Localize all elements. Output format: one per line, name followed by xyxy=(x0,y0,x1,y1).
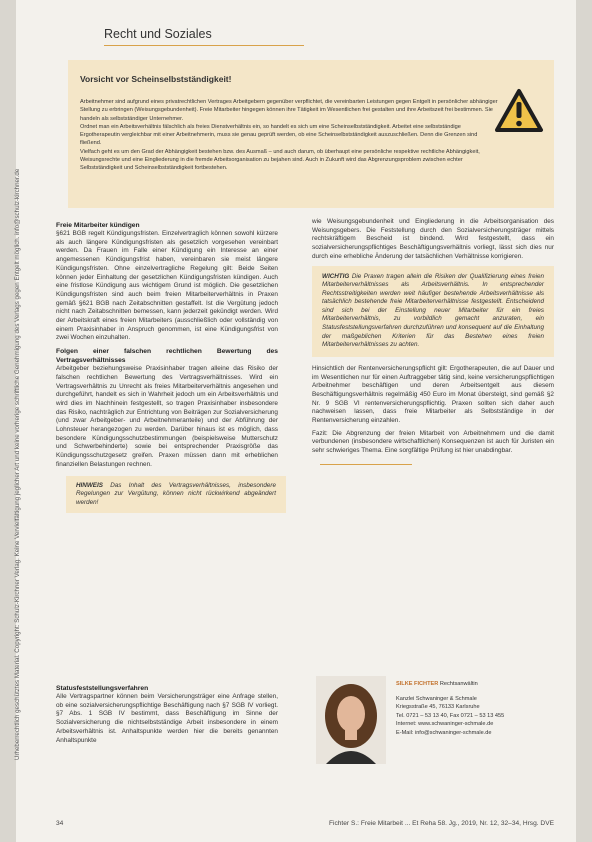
right-column xyxy=(312,218,554,465)
author-web-link[interactable]: Internet: www.schwaninger-schmale.de xyxy=(396,721,494,728)
author-rule xyxy=(320,464,412,465)
warning-paragraph: Arbeitnehmer sind aufgrund eines privatrechtlichen Vertrages Arbeitgebern gegenüber verpflichtet, die vereinbarten Leistungen gegen Entgelt in persönlicher abhängiger Stellung zu erbringen (Weisungsgebundenheit). Freie Mitarbeiter hingegen können ihre Tätigkeit im Wesentlichen frei gestalten und ihre Arbeitszeit frei bestimmen. Sie handeln als selbstständiger Unternehmer. xyxy=(80,99,498,122)
author-box xyxy=(312,676,554,776)
page-number: 34 xyxy=(56,820,64,827)
author-email-link[interactable]: E-Mail: info@schwaninger-schmale.de xyxy=(396,729,492,736)
page-header xyxy=(68,27,554,46)
author-name: SILKE FICHTER xyxy=(396,681,439,687)
section-title: Recht und Soziales xyxy=(104,27,212,41)
paragraph-kuendigung: §621 BGB regelt Kündigungsfristen. Einzelvertraglich können sowohl kürzere als auch längere Kündigungsfristen als gesetzlich vorgesehen vereinbart werden. Da Frauen im Falle einer Kündigung ein Interesse an einer angemessenen Kündigungsfrist haben, vereinbaren sie meist längere Kündigungsfristen. Ohne einzelvertragliche Regelung gilt: Beide Seiten können jeder Einhaltung der gesetzlichen Kündigungsfristen kündigen. Auch eine fristlose Kündigung aus wichtigem Grund ist möglich. Die gesetzlichen Kündigungsfristen sind auch beim freien Mitarbeiterverhältnis in Praxen gemäß §621 BGB nach Zeitabschnitten gestaffelt. Ist die Vergütung jedoch nicht nach Zeitabschnitten bemessen, kann jederzeit gekündigt werden. Wird der Arbeitskraft eines freien Mitarbeiters (ausschließlich oder vollständig von einem Praxisinhaber in Anspruch genommen, ist eine Kündigungsfrist von zwei Wochen einzuhalten. xyxy=(56,230,278,342)
warning-paragraph: Ordnet man ein Arbeitsverhältnis fälschlich als freies Dienstverhältnis ein, so handelt es sich um eine Scheinselbstständigkeit. Arbeitet eine selbstständige Ergotherapeutin vergleichbar mit einer Arbeitnehmerin, muss sie genau geprüft werden, ob eine Scheinselbstständigkeit auszuschließen. Denn die Grenzen sind fließend. xyxy=(80,123,478,147)
wichtig-label: WICHTIG xyxy=(322,272,350,280)
author-street: Kriegsstraße 45, 76133 Karlsruhe xyxy=(396,704,480,711)
author-photo xyxy=(316,676,386,764)
warning-heading: Vorsicht vor Scheinselbstständigkeit! xyxy=(80,74,232,84)
hinweis-text: Das Inhalt des Vertragsverhältnisses, insbesondere Regelungen zur Vergütung, können nicht rückwirkend abgeändert werden! xyxy=(76,481,277,506)
heading-folgen: Folgen einer falschen rechtlichen Bewertung des Vertragsverhältnisses xyxy=(56,348,278,365)
warning-triangle-icon xyxy=(494,88,544,134)
document-page xyxy=(16,0,576,842)
wichtig-box xyxy=(312,266,554,357)
heading-statusfeststellung: Statusfeststellungsverfahren xyxy=(56,685,149,692)
paragraph-intro: wie Weisungsgebundenheit und Eingliederung in die Arbeitsorganisation des Weisungsgebers. Die Feststellung durch den Sozialversicherungsträger mittels rechtskräftigem Bescheid ist bindend. Wird festgestellt, dass ein sozialversicherungspflichtiges Beschäftigungsverhältnis vorliegt, lässt sich dies nur durch eine erhebliche Änderung der tatsächlichen Verhältnisse korrigieren. xyxy=(312,218,554,260)
copyright-side-text: Urheberrechtlich geschütztes Material. Copyright: Schulz-Kirchner Verlag. Keine Vervielfältigung jeglicher Art und keine vorherige schriftliche Genehmigung des Verlags gegen Entgelt möglich. info@schulz-kirchner.de xyxy=(14,168,21,760)
author-role: Rechtsanwältin xyxy=(439,681,478,687)
warning-box xyxy=(68,60,554,208)
author-phone: Tel. 0721 – 53 13 40, Fax 0721 – 53 13 455 xyxy=(396,712,505,719)
paragraph-rentenversicherung: Hinsichtlich der Rentenversicherungspflicht gilt: Ergotherapeuten, die auf Dauer und im Wesentlichen nur für einen Auftraggeber tätig sind, keine versicherungspflichtigen Arbeitnehmer beschäftigen und deren Arbeitsentgelt aus diesem Beschäftigungsverhältnis regelmäßig 450 Euro im Monat übersteigt, sind gemäß §2 Nr. 9 SGB VI rentenversicherungspflichtig. Praxen sollten sich daher auch nachweisen lassen, dass freie Mitarbeiter als Selbstständige in der Rentenversicherung einzahlen. xyxy=(312,364,554,425)
hinweis-label: HINWEIS xyxy=(76,481,103,489)
left-lower-section xyxy=(56,684,278,745)
author-firm: Kanzlei Schwaninger & Schmale xyxy=(396,695,477,702)
author-info xyxy=(396,680,554,738)
hinweis-box xyxy=(66,476,286,514)
paragraph-fazit: Fazit: Die Abgrenzung der freien Mitarbeit von Arbeitnehmern und die damit verbundenen (insbesondere wirtschaftlichen) Konsequenzen ist auch für Juristen ein sehr schwieriges Thema. Eine sorgfältige Prüfung ist hier unabdingbar. xyxy=(312,429,554,455)
paragraph-statusfeststellung: Alle Vertragspartner können beim Versicherungsträger eine Anfrage stellen, ob eine sozialversicherungspflichtige Beschäftigung nach §7 SGB IV vorliegt. §7 Abs. 1 SGB IV bestimmt, dass Beschäftigung im Sinne der Sozialversicherung die nichtselbstständige Arbeit insbesondere in einem Arbeitsverhältnis ist. Anhaltspunkte werden hier die bereits genannten Anhaltspunkte xyxy=(56,693,278,744)
left-column xyxy=(56,221,278,513)
warning-text xyxy=(80,98,500,173)
header-rule xyxy=(104,45,304,46)
warning-paragraph: Vielfach geht es um den Grad der Abhängigkeit bestehen bzw. des Ausmaß – und auch darum, ob überhaupt eine persönliche respektive rechtliche Abhängigkeit, Weisungsrechte und eine Eingliederung in die fremde Arbeitsorganisation zu bejahen sind. Auch in Zukunft wird das Abgrenzungsproblem zwischen echter Selbstständigkeit und Scheinselbstständigkeit fortbestehen. xyxy=(80,148,480,172)
wichtig-text: Die Praxen tragen allein die Risiken der Qualifizierung eines freien Mitarbeiterverhältnisses als Arbeitsverhältnis. In entsprechender Rechtsstreitigkeiten werden weit häufiger bestehende Arbeitsverhältnisse als tatsächlich bestehende freie Mitarbeiterverhältnisse festgestellt. Entscheidend sind sich bei der Einstellung neuer Mitarbeiter für ein freies Mitarbeiterverhältnis, zu vorbildlich gemacht anzuraten, ein Statusfeststellungsverfahren durchzuführen und konsequent auf die Einhaltung der maßgeblichen Kriterien für das Bestehen eines freien Mitarbeiterverhältnisses zu achten. xyxy=(322,272,544,349)
heading-freie-mitarbeiter-kuendigen: Freie Mitarbeiter kündigen xyxy=(56,222,140,229)
citation: Fichter S.: Freie Mitarbeit ... Et Reha 58. Jg., 2019, Nr. 12, 32–34, Hrsg. DVE xyxy=(328,820,554,827)
paragraph-folgen: Arbeitgeber beziehungsweise Praxisinhaber tragen alleine das Risiko der falschen rechtlichen Bewertung des Vertragsverhältnisses. Wird ein Vertragsverhältnis zu Unrecht als freies Mitarbeiterverhältnis angesehen und durchgeführt, handelt es sich in Wahrheit jedoch um ein Arbeitsverhältnis und wird dies im Nachhinein festgestellt, so tragen Praxisinhaber insbesondere das Risiko, nachträglich zur Entrichtung von Beiträgen zur Sozialversicherung (und zwar Arbeitgeber- und Arbeitnehmeranteile) und der Abführung der Lohnsteuer herangezogen zu werden. Darüber hinaus ist es möglich, dass besondere Kündigungsschutzbestimmungen (beispielsweise Mutterschutz und Schwerbehinderte) sowie bei entsprechender Praxisgröße das Kündigungsschutzgesetz greifen. Praxen müssen dann mit erheblichen finanziellen Belastungen rechnen. xyxy=(56,365,278,468)
